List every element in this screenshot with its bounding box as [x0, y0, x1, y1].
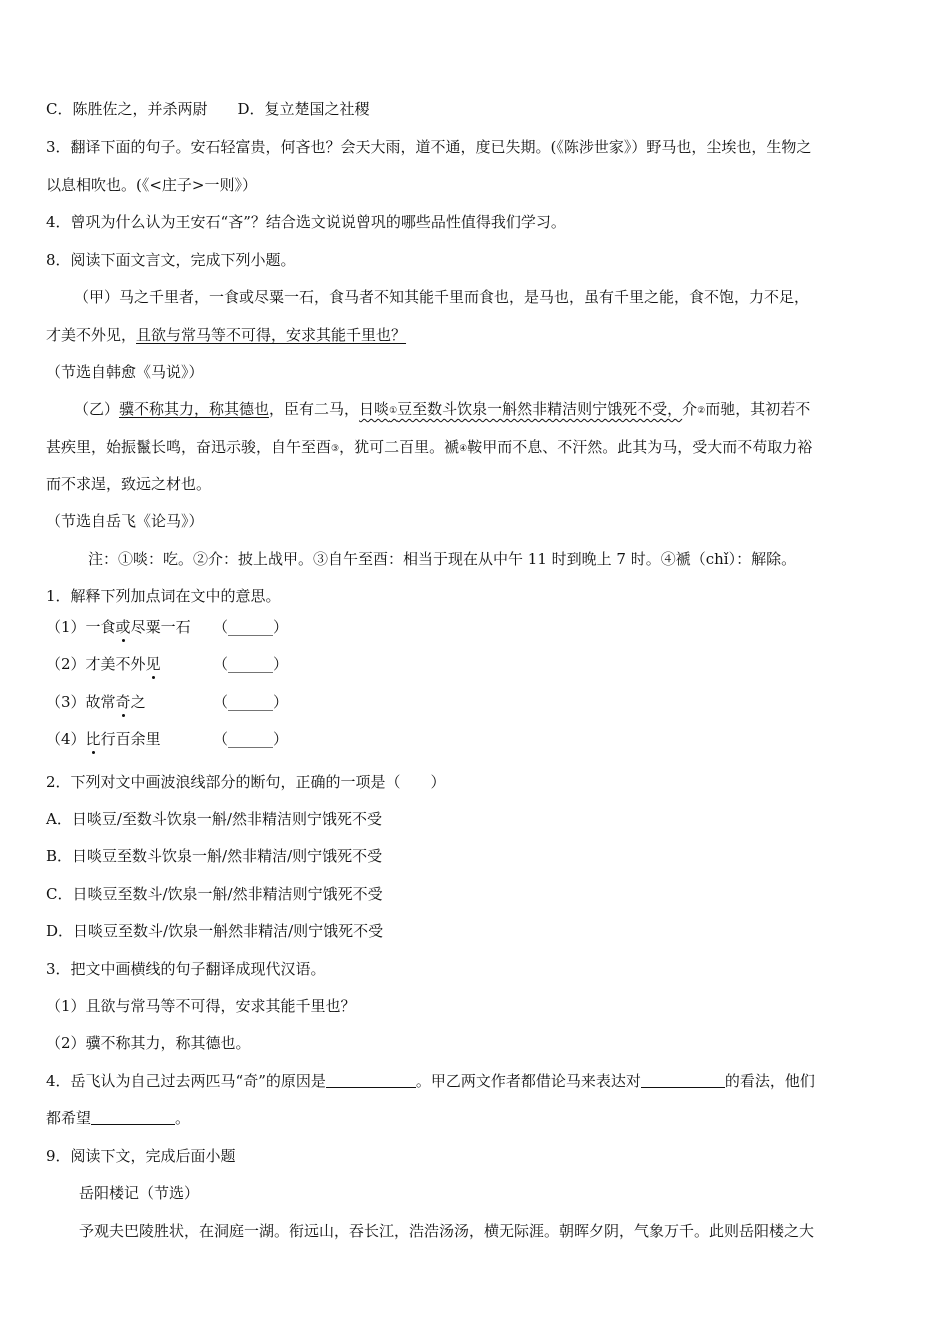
note-marker-3: ③: [331, 444, 340, 454]
passage-yi-line-2: [46, 437, 812, 459]
item-2-text-a: （2）才美不外: [46, 655, 146, 673]
subquestion-4-text-d: 都希望: [46, 1109, 92, 1127]
passage-yi-line-1: [74, 399, 810, 421]
item-1-text-a: （1）一食: [46, 618, 116, 636]
subquestion-4-text-a: 4．岳飞认为自己过去两匹马“奇”的原因是: [46, 1072, 326, 1090]
passage-yueyanglou-line-1: 予观夫巴陵胜状，在洞庭一湖。衔远山，吞长江，浩浩汤汤，横无际涯。朝晖夕阴，气象万千。此则岳阳楼之大: [79, 1222, 815, 1240]
dotted-word-bi: 比: [85, 730, 101, 748]
wavy-text-2: 豆至数斗饮泉一斛然非精洁则宁饿死不受，: [397, 400, 683, 418]
subquestion-3-item-2: （2）骥不称其力，称其德也。: [46, 1034, 251, 1052]
question-3-continued: 以息相吹也。(《<庄子>一则》）: [46, 176, 257, 194]
option-d[interactable]: D．日啖豆至数斗/饮泉一斛然非精洁/则宁饿死不受: [46, 922, 384, 940]
wavy-text-1: 日啖: [359, 400, 390, 418]
passage-yi-text-5: ，犹可二百里。褫: [339, 438, 460, 456]
dotted-word-qi: 奇: [115, 693, 131, 711]
passage-yi-text-2: 介: [682, 400, 698, 418]
subquestion-4-line-2: [46, 1108, 190, 1128]
item-3-text-a: （3）故常: [46, 693, 116, 711]
answer-blank-3[interactable]: （______）: [213, 693, 289, 711]
fill-blank-3[interactable]: [91, 1110, 175, 1125]
subquestion-1-item-1: [46, 617, 191, 637]
dotted-word-xian: 见: [145, 655, 161, 673]
passage-title-yueyanglou: 岳阳楼记（节选）: [79, 1184, 200, 1202]
passage-jia-line-1: （甲）马之千里者，一食或尽粟一石，食马者不知其能千里而食也，是马也，虽有千里之能，食不饱，力不足，: [74, 288, 810, 306]
subquestion-4-line-1: [46, 1071, 815, 1091]
passage-jia-text: 才美不外见，: [46, 326, 137, 344]
question-4: 4．曾巩为什么认为王安石“吝”？结合选文说说曾巩的哪些品性值得我们学习。: [46, 213, 566, 231]
subquestion-3-item-1: （1）且欲与常马等不可得，安求其能千里也？: [46, 997, 356, 1015]
passage-yi-text-1: ，臣有二马，: [269, 400, 360, 418]
subquestion-1-item-3: [46, 692, 146, 712]
option-b[interactable]: B．日啖豆至数斗饮泉一斛/然非精洁/则宁饿死不受: [46, 847, 383, 865]
source-lunma: （节选自岳飞《论马》）: [46, 512, 204, 530]
answer-blank-1[interactable]: （______）: [213, 618, 289, 636]
note-marker-4: ④: [459, 444, 468, 454]
note-marker-2: ②: [697, 406, 706, 416]
passage-yi-text-4: 甚疾里，始振鬣长鸣，奋迅示骏，自午至酉: [46, 438, 332, 456]
underlined-sentence-jia: 且欲与常马等不可得，安求其能千里也？: [136, 326, 407, 344]
fill-blank-1[interactable]: [326, 1073, 416, 1088]
subquestion-4-text-c: 的看法，他们: [724, 1072, 815, 1090]
subquestion-4-text-e: 。: [175, 1109, 191, 1127]
wavy-underlined-sentence: [359, 400, 682, 418]
question-8-heading: 8．阅读下面文言文，完成下列小题。: [46, 251, 296, 269]
answer-blank-2[interactable]: （______）: [213, 655, 289, 673]
subquestion-1-heading: 1．解释下列加点词在文中的意思。: [46, 587, 281, 605]
subquestion-3-heading: 3．把文中画横线的句子翻译成现代汉语。: [46, 960, 326, 978]
subquestion-1-item-4: [46, 729, 161, 749]
answer-blank-4[interactable]: （______）: [213, 730, 289, 748]
option-c[interactable]: C．日啖豆至数斗/饮泉一斛/然非精洁则宁饿死不受: [46, 885, 383, 903]
item-4-text-c: 行百余里: [100, 730, 161, 748]
annotations: 注：①啖：吃。②介：披上战甲。③自午至酉：相当于现在从中午 11 时到晚上 7 时。④褫（chǐ）：解除。: [88, 550, 797, 568]
dotted-word-huo: 或: [115, 618, 131, 636]
passage-yi-text-6: 鞍甲而不息、不汗然。此其为马，受大而不苟取力裕: [467, 438, 813, 456]
note-marker-1: ①: [389, 406, 398, 416]
option-c-d-line: C．陈胜佐之，并杀两尉 D．复立楚国之社稷: [46, 100, 370, 118]
item-4-text-a: （4）: [46, 730, 86, 748]
source-mashuo: （节选自韩愈《马说》）: [46, 363, 204, 381]
passage-yi-label: （乙）: [74, 400, 120, 418]
item-1-text-c: 尽粟一石: [130, 618, 191, 636]
subquestion-4-text-b: 。甲乙两文作者都借论马来表达对: [415, 1072, 641, 1090]
subquestion-2-heading: 2．下列对文中画波浪线部分的断句，正确的一项是（ ）: [46, 773, 446, 791]
passage-jia-line-2: [46, 325, 406, 345]
passage-yi-text-3: 而驰，其初若不: [705, 400, 811, 418]
underlined-sentence-yi: 骥不称其力，称其德也: [119, 400, 270, 418]
passage-yi-line-3: 而不求逞，致远之材也。: [46, 475, 212, 493]
question-3-translate: 3．翻译下面的句子。安石轻富贵，何吝也？会天大雨，道不通，度已失期。(《陈涉世家》）野马也，尘埃也，生物之: [46, 138, 812, 156]
item-3-text-c: 之: [130, 693, 146, 711]
fill-blank-2[interactable]: [641, 1073, 725, 1088]
question-9-heading: 9．阅读下文，完成后面小题: [46, 1147, 236, 1165]
subquestion-1-item-2: [46, 654, 161, 674]
option-a[interactable]: A．日啖豆/至数斗饮泉一斛/然非精洁则宁饿死不受: [46, 810, 382, 828]
